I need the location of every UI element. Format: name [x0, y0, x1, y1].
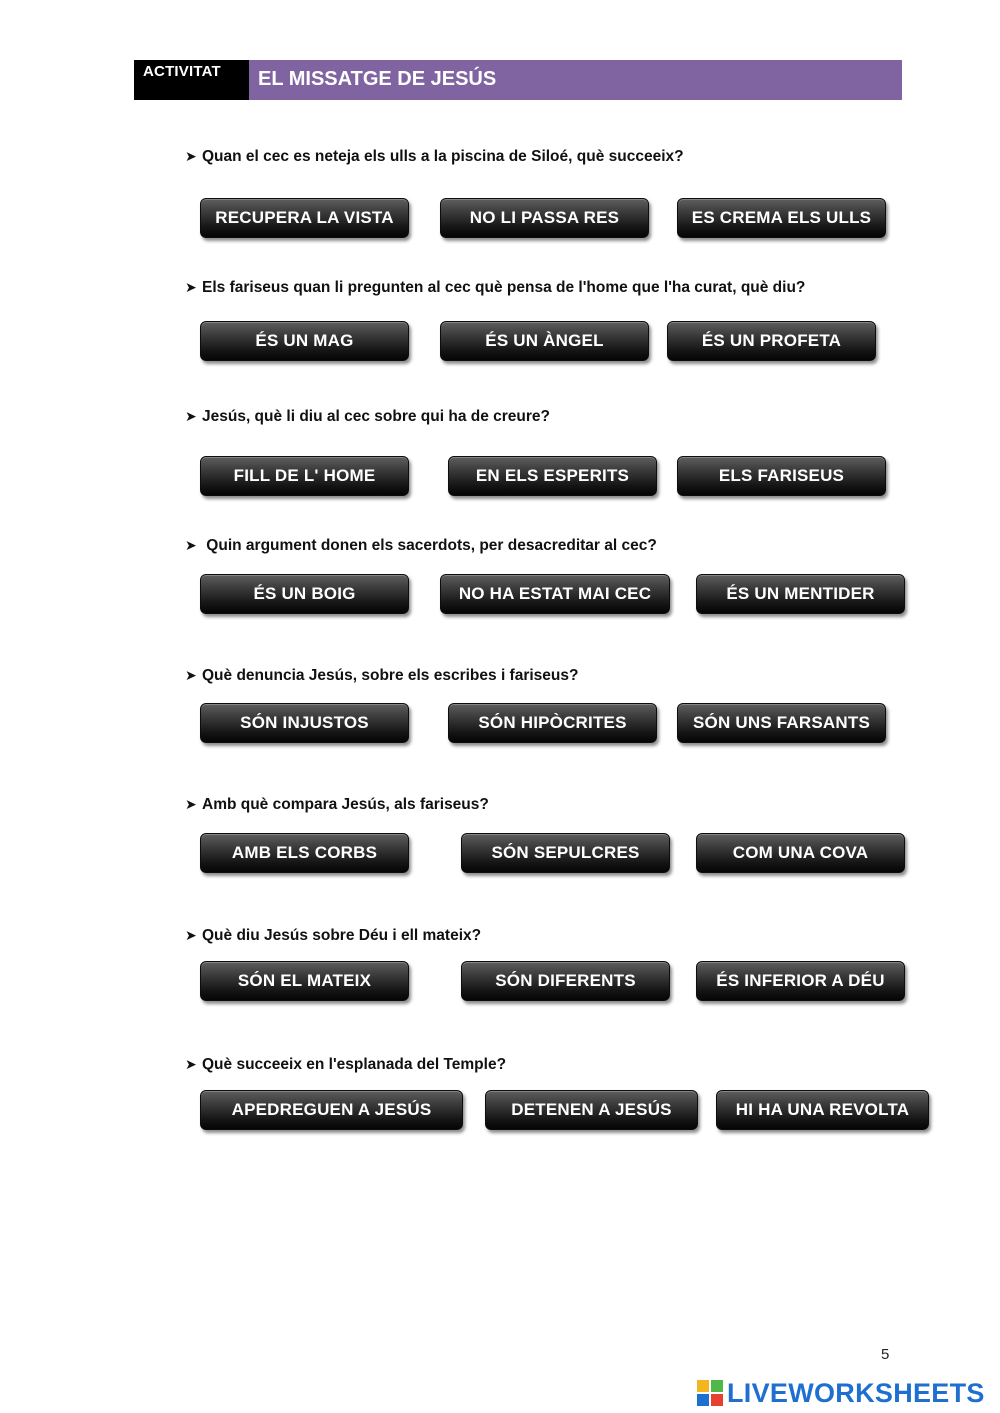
answer-button[interactable]: RECUPERA LA VISTA — [200, 198, 409, 238]
answer-button[interactable]: SÓN SEPULCRES — [461, 833, 670, 873]
answer-button[interactable]: SÓN DIFERENTS — [461, 961, 670, 1001]
arrow-bullet-icon: ➤ — [185, 148, 197, 164]
question-8 — [185, 1056, 506, 1074]
arrow-bullet-icon: ➤ — [185, 796, 197, 812]
answer-button[interactable]: APEDREGUEN A JESÚS — [200, 1090, 463, 1130]
logo-text: LIVEWORKSHEETS — [727, 1377, 985, 1408]
answer-button[interactable]: SÓN INJUSTOS — [200, 703, 409, 743]
arrow-bullet-icon: ➤ — [185, 1056, 197, 1072]
arrow-bullet-icon: ➤ — [185, 279, 197, 295]
question-4 — [185, 537, 657, 555]
answer-button[interactable]: ÉS UN MENTIDER — [696, 574, 905, 614]
question-2 — [185, 279, 805, 297]
answer-button[interactable]: ES CREMA ELS ULLS — [677, 198, 886, 238]
answer-button[interactable]: ÉS UN MAG — [200, 321, 409, 361]
answer-button[interactable]: FILL DE L' HOME — [200, 456, 409, 496]
question-6 — [185, 796, 489, 814]
liveworksheets-logo[interactable] — [697, 1376, 985, 1410]
question-text: Quan el cec es neteja els ulls a la piscina de Siloé, què succeeix? — [202, 148, 684, 165]
arrow-bullet-icon: ➤ — [185, 408, 197, 424]
answer-button[interactable]: NO LI PASSA RES — [440, 198, 649, 238]
question-5 — [185, 667, 578, 685]
answer-button[interactable]: ÉS UN PROFETA — [667, 321, 876, 361]
answer-button[interactable]: EN ELS ESPERITS — [448, 456, 657, 496]
question-text: Què succeeix en l'esplanada del Temple? — [202, 1056, 507, 1073]
question-text: Amb què compara Jesús, als fariseus? — [202, 796, 489, 813]
answer-button[interactable]: ÉS UN BOIG — [200, 574, 409, 614]
answer-button[interactable]: ELS FARISEUS — [677, 456, 886, 496]
arrow-bullet-icon: ➤ — [185, 537, 197, 553]
answer-button[interactable]: SÓN HIPÒCRITES — [448, 703, 657, 743]
question-text: Jesús, què li diu al cec sobre qui ha de creure? — [202, 408, 551, 425]
answer-button[interactable]: ÉS UN ÀNGEL — [440, 321, 649, 361]
page-title: EL MISSATGE DE JESÚS — [249, 60, 902, 100]
page-number: 5 — [881, 1346, 890, 1363]
arrow-bullet-icon: ➤ — [185, 667, 197, 683]
answer-button[interactable]: ÉS INFERIOR A DÉU — [696, 961, 905, 1001]
question-text: Els fariseus quan li pregunten al cec què pensa de l'home que l'ha curat, què diu? — [202, 279, 806, 296]
question-7 — [185, 927, 481, 945]
question-text: Quin argument donen els sacerdots, per desacreditar al cec? — [202, 537, 657, 554]
answer-button[interactable]: HI HA UNA REVOLTA — [716, 1090, 929, 1130]
answer-button[interactable]: COM UNA COVA — [696, 833, 905, 873]
arrow-bullet-icon: ➤ — [185, 927, 197, 943]
activity-label: ACTIVITAT — [134, 60, 249, 100]
answer-button[interactable]: SÓN UNS FARSANTS — [677, 703, 886, 743]
answer-button[interactable]: NO HA ESTAT MAI CEC — [440, 574, 670, 614]
question-1 — [185, 148, 684, 166]
question-text: Què denuncia Jesús, sobre els escribes i fariseus? — [202, 667, 579, 684]
answer-button[interactable]: DETENEN A JESÚS — [485, 1090, 698, 1130]
question-text: Què diu Jesús sobre Déu i ell mateix? — [202, 927, 482, 944]
answer-button[interactable]: SÓN EL MATEIX — [200, 961, 409, 1001]
answer-button[interactable]: AMB ELS CORBS — [200, 833, 409, 873]
question-3 — [185, 408, 550, 426]
liveworksheets-logo-icon — [697, 1380, 723, 1406]
